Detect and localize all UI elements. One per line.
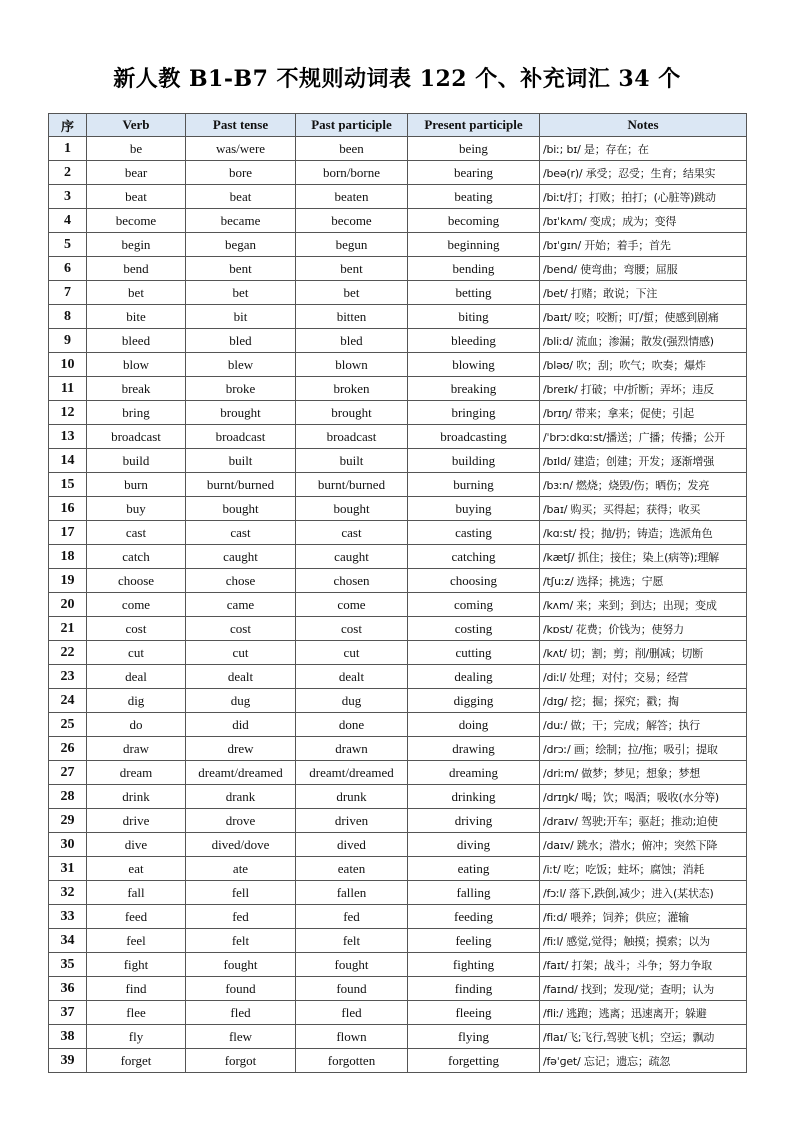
header-row xyxy=(49,114,747,137)
row-number: 27 xyxy=(49,761,87,785)
notes-cell: /bləʊ/ 吹；刮；吹气；吹奏；爆炸 xyxy=(540,353,747,377)
past-tense-cell: was/were xyxy=(186,137,296,161)
past-tense-cell: chose xyxy=(186,569,296,593)
table-row xyxy=(49,833,747,857)
past-participle-cell: flown xyxy=(296,1025,408,1049)
present-participle-cell: costing xyxy=(408,617,540,641)
row-number: 37 xyxy=(49,1001,87,1025)
present-participle-cell: drawing xyxy=(408,737,540,761)
notes-cell: /faɪnd/ 找到；发现/觉；查明；认为 xyxy=(540,977,747,1001)
row-number: 1 xyxy=(49,137,87,161)
table-row xyxy=(49,617,747,641)
notes-cell: /kʌm/ 来；来到；到达；出现；变成 xyxy=(540,593,747,617)
verb-cell: deal xyxy=(87,665,186,689)
notes-cell: /biːt/打；打败；拍打；(心脏等)跳动 xyxy=(540,185,747,209)
past-tense-cell: cost xyxy=(186,617,296,641)
verb-cell: build xyxy=(87,449,186,473)
table-row xyxy=(49,593,747,617)
row-number: 33 xyxy=(49,905,87,929)
verb-cell: drink xyxy=(87,785,186,809)
notes-cell: /bet/ 打赌；敢说；下注 xyxy=(540,281,747,305)
table-row xyxy=(49,185,747,209)
verb-cell: bring xyxy=(87,401,186,425)
present-participle-cell: broadcasting xyxy=(408,425,540,449)
past-tense-cell: blew xyxy=(186,353,296,377)
row-number: 26 xyxy=(49,737,87,761)
verb-cell: bear xyxy=(87,161,186,185)
row-number: 29 xyxy=(49,809,87,833)
row-number: 34 xyxy=(49,929,87,953)
table-row xyxy=(49,881,747,905)
present-participle-cell: catching xyxy=(408,545,540,569)
present-participle-cell: flying xyxy=(408,1025,540,1049)
past-participle-cell: broadcast xyxy=(296,425,408,449)
present-participle-cell: beginning xyxy=(408,233,540,257)
notes-cell: /drɔː/ 画；绘制；拉/拖；吸引；提取 xyxy=(540,737,747,761)
past-participle-cell: brought xyxy=(296,401,408,425)
header-past-tense: Past tense xyxy=(186,114,296,137)
row-number: 7 xyxy=(49,281,87,305)
past-participle-cell: bent xyxy=(296,257,408,281)
row-number: 38 xyxy=(49,1025,87,1049)
verb-cell: be xyxy=(87,137,186,161)
table-row xyxy=(49,857,747,881)
past-tense-cell: fought xyxy=(186,953,296,977)
past-participle-cell: eaten xyxy=(296,857,408,881)
table-row xyxy=(49,1025,747,1049)
past-participle-cell: found xyxy=(296,977,408,1001)
past-tense-cell: dreamt/dreamed xyxy=(186,761,296,785)
verb-cell: dig xyxy=(87,689,186,713)
row-number: 12 xyxy=(49,401,87,425)
row-number: 16 xyxy=(49,497,87,521)
header-number: 序 xyxy=(49,114,87,137)
past-participle-cell: been xyxy=(296,137,408,161)
past-tense-cell: beat xyxy=(186,185,296,209)
notes-cell: /bɪˈɡɪn/ 开始；着手；首先 xyxy=(540,233,747,257)
row-number: 21 xyxy=(49,617,87,641)
row-number: 31 xyxy=(49,857,87,881)
verb-cell: bite xyxy=(87,305,186,329)
notes-cell: /breɪk/ 打破；中/折断；弄坏；违反 xyxy=(540,377,747,401)
notes-cell: /beə(r)/ 承受；忍受；生育；结果实 xyxy=(540,161,747,185)
present-participle-cell: finding xyxy=(408,977,540,1001)
past-tense-cell: broadcast xyxy=(186,425,296,449)
past-participle-cell: bitten xyxy=(296,305,408,329)
row-number: 17 xyxy=(49,521,87,545)
past-tense-cell: came xyxy=(186,593,296,617)
past-participle-cell: driven xyxy=(296,809,408,833)
table-row xyxy=(49,713,747,737)
past-tense-cell: drove xyxy=(186,809,296,833)
notes-cell: /iːt/ 吃；吃饭；蛀坏；腐蚀；消耗 xyxy=(540,857,747,881)
past-participle-cell: cut xyxy=(296,641,408,665)
present-participle-cell: driving xyxy=(408,809,540,833)
row-number: 15 xyxy=(49,473,87,497)
past-tense-cell: ate xyxy=(186,857,296,881)
present-participle-cell: dreaming xyxy=(408,761,540,785)
row-number: 19 xyxy=(49,569,87,593)
row-number: 25 xyxy=(49,713,87,737)
past-participle-cell: caught xyxy=(296,545,408,569)
table-row xyxy=(49,905,747,929)
verb-cell: dream xyxy=(87,761,186,785)
table-row xyxy=(49,665,747,689)
present-participle-cell: drinking xyxy=(408,785,540,809)
table-row xyxy=(49,641,747,665)
verb-cell: break xyxy=(87,377,186,401)
notes-cell: /diːl/ 处理；对付；交易；经营 xyxy=(540,665,747,689)
row-number: 30 xyxy=(49,833,87,857)
notes-cell: /baɪt/ 咬；咬断；叮/蜇；使感到剧痛 xyxy=(540,305,747,329)
present-participle-cell: breaking xyxy=(408,377,540,401)
table-row xyxy=(49,785,747,809)
past-tense-cell: dug xyxy=(186,689,296,713)
past-participle-cell: dug xyxy=(296,689,408,713)
past-tense-cell: began xyxy=(186,233,296,257)
present-participle-cell: cutting xyxy=(408,641,540,665)
past-tense-cell: bit xyxy=(186,305,296,329)
notes-cell: /fliː/ 逃跑；逃离；迅速离开；躲避 xyxy=(540,1001,747,1025)
verb-cell: cut xyxy=(87,641,186,665)
row-number: 14 xyxy=(49,449,87,473)
verb-cell: bleed xyxy=(87,329,186,353)
past-participle-cell: forgotten xyxy=(296,1049,408,1073)
verb-cell: forget xyxy=(87,1049,186,1073)
past-participle-cell: blown xyxy=(296,353,408,377)
table-row xyxy=(49,737,747,761)
verb-cell: cost xyxy=(87,617,186,641)
notes-cell: /biː; bɪ/ 是；存在；在 xyxy=(540,137,747,161)
past-tense-cell: drew xyxy=(186,737,296,761)
row-number: 9 xyxy=(49,329,87,353)
present-participle-cell: building xyxy=(408,449,540,473)
past-participle-cell: built xyxy=(296,449,408,473)
notes-cell: /tʃuːz/ 选择；挑选；宁愿 xyxy=(540,569,747,593)
table-row xyxy=(49,761,747,785)
verb-cell: buy xyxy=(87,497,186,521)
past-tense-cell: dived/dove xyxy=(186,833,296,857)
past-participle-cell: broken xyxy=(296,377,408,401)
verb-cell: fall xyxy=(87,881,186,905)
notes-cell: /fiːl/ 感觉,觉得；触摸；摸索；以为 xyxy=(540,929,747,953)
row-number: 36 xyxy=(49,977,87,1001)
notes-cell: /fiːd/ 喂养；饲养；供应；灌输 xyxy=(540,905,747,929)
past-participle-cell: bought xyxy=(296,497,408,521)
past-participle-cell: done xyxy=(296,713,408,737)
header-verb: Verb xyxy=(87,114,186,137)
past-participle-cell: dived xyxy=(296,833,408,857)
verb-cell: fly xyxy=(87,1025,186,1049)
past-tense-cell: bet xyxy=(186,281,296,305)
present-participle-cell: bleeding xyxy=(408,329,540,353)
table-row xyxy=(49,497,747,521)
present-participle-cell: doing xyxy=(408,713,540,737)
notes-cell: /bliːd/ 流血；渗漏；散发(强烈情感) xyxy=(540,329,747,353)
past-participle-cell: fled xyxy=(296,1001,408,1025)
notes-cell: /daɪv/ 跳水；潜水；俯冲；突然下降 xyxy=(540,833,747,857)
table-row xyxy=(49,425,747,449)
notes-cell: /draɪv/ 驾驶;开车；驱赶；推动;迫使 xyxy=(540,809,747,833)
row-number: 10 xyxy=(49,353,87,377)
past-tense-cell: cast xyxy=(186,521,296,545)
table-row xyxy=(49,233,747,257)
verb-cell: find xyxy=(87,977,186,1001)
present-participle-cell: burning xyxy=(408,473,540,497)
row-number: 3 xyxy=(49,185,87,209)
present-participle-cell: falling xyxy=(408,881,540,905)
table-row xyxy=(49,257,747,281)
past-participle-cell: cost xyxy=(296,617,408,641)
past-participle-cell: born/borne xyxy=(296,161,408,185)
row-number: 11 xyxy=(49,377,87,401)
verb-cell: feel xyxy=(87,929,186,953)
verb-cell: blow xyxy=(87,353,186,377)
notes-cell: /brɪŋ/ 带来；拿来；促使；引起 xyxy=(540,401,747,425)
notes-cell: /flaɪ/飞;飞行,驾驶飞机；空运；飘动 xyxy=(540,1025,747,1049)
past-tense-cell: felt xyxy=(186,929,296,953)
row-number: 2 xyxy=(49,161,87,185)
past-tense-cell: dealt xyxy=(186,665,296,689)
present-participle-cell: being xyxy=(408,137,540,161)
irregular-verbs-table xyxy=(48,113,747,1073)
past-participle-cell: drunk xyxy=(296,785,408,809)
table-header xyxy=(49,114,747,137)
past-participle-cell: cast xyxy=(296,521,408,545)
present-participle-cell: fleeing xyxy=(408,1001,540,1025)
row-number: 6 xyxy=(49,257,87,281)
past-tense-cell: fell xyxy=(186,881,296,905)
present-participle-cell: betting xyxy=(408,281,540,305)
notes-cell: /driːm/ 做梦；梦见；想象；梦想 xyxy=(540,761,747,785)
notes-cell: /kɑːst/ 投；抛/扔；铸造；选派角色 xyxy=(540,521,747,545)
present-participle-cell: bearing xyxy=(408,161,540,185)
present-participle-cell: biting xyxy=(408,305,540,329)
verb-cell: bend xyxy=(87,257,186,281)
verb-cell: fight xyxy=(87,953,186,977)
present-participle-cell: diving xyxy=(408,833,540,857)
past-participle-cell: begun xyxy=(296,233,408,257)
row-number: 39 xyxy=(49,1049,87,1073)
verb-cell: bet xyxy=(87,281,186,305)
past-participle-cell: felt xyxy=(296,929,408,953)
past-tense-cell: forgot xyxy=(186,1049,296,1073)
verb-cell: become xyxy=(87,209,186,233)
present-participle-cell: feeling xyxy=(408,929,540,953)
present-participle-cell: bringing xyxy=(408,401,540,425)
table-row xyxy=(49,953,747,977)
table-row xyxy=(49,161,747,185)
past-participle-cell: fought xyxy=(296,953,408,977)
row-number: 8 xyxy=(49,305,87,329)
present-participle-cell: blowing xyxy=(408,353,540,377)
notes-cell: /kætʃ/ 抓住；接住；染上(病等);理解 xyxy=(540,545,747,569)
row-number: 22 xyxy=(49,641,87,665)
table-row xyxy=(49,329,747,353)
notes-cell: /baɪ/ 购买；买得起；获得；收买 xyxy=(540,497,747,521)
notes-cell: /faɪt/ 打架；战斗；斗争；努力争取 xyxy=(540,953,747,977)
present-participle-cell: eating xyxy=(408,857,540,881)
table-row xyxy=(49,929,747,953)
past-participle-cell: come xyxy=(296,593,408,617)
past-tense-cell: built xyxy=(186,449,296,473)
past-tense-cell: became xyxy=(186,209,296,233)
verb-cell: drive xyxy=(87,809,186,833)
row-number: 18 xyxy=(49,545,87,569)
row-number: 5 xyxy=(49,233,87,257)
verb-cell: cast xyxy=(87,521,186,545)
notes-cell: /kʌt/ 切；割；剪；削/删减；切断 xyxy=(540,641,747,665)
past-tense-cell: drank xyxy=(186,785,296,809)
past-tense-cell: bled xyxy=(186,329,296,353)
present-participle-cell: digging xyxy=(408,689,540,713)
present-participle-cell: fighting xyxy=(408,953,540,977)
past-participle-cell: bled xyxy=(296,329,408,353)
row-number: 35 xyxy=(49,953,87,977)
present-participle-cell: buying xyxy=(408,497,540,521)
past-participle-cell: drawn xyxy=(296,737,408,761)
table-row xyxy=(49,545,747,569)
table-row xyxy=(49,809,747,833)
verb-cell: choose xyxy=(87,569,186,593)
row-number: 4 xyxy=(49,209,87,233)
table-row xyxy=(49,137,747,161)
past-tense-cell: bought xyxy=(186,497,296,521)
notes-cell: /bɪˈkʌm/ 变成；成为；变得 xyxy=(540,209,747,233)
present-participle-cell: forgetting xyxy=(408,1049,540,1073)
verb-cell: catch xyxy=(87,545,186,569)
present-participle-cell: choosing xyxy=(408,569,540,593)
verb-cell: feed xyxy=(87,905,186,929)
verb-cell: flee xyxy=(87,1001,186,1025)
notes-cell: /bɪld/ 建造；创建；开发；逐渐增强 xyxy=(540,449,747,473)
verb-cell: broadcast xyxy=(87,425,186,449)
present-participle-cell: beating xyxy=(408,185,540,209)
present-participle-cell: feeding xyxy=(408,905,540,929)
present-participle-cell: coming xyxy=(408,593,540,617)
notes-cell: /ˈbrɔːdkɑːst/播送；广播；传播；公开 xyxy=(540,425,747,449)
notes-cell: /bend/ 使弯曲；弯腰；屈服 xyxy=(540,257,747,281)
table-row xyxy=(49,377,747,401)
past-tense-cell: bent xyxy=(186,257,296,281)
past-participle-cell: dealt xyxy=(296,665,408,689)
table-row xyxy=(49,569,747,593)
verb-cell: begin xyxy=(87,233,186,257)
table-body xyxy=(49,137,747,1073)
notes-cell: /kɒst/ 花费；价钱为；使努力 xyxy=(540,617,747,641)
table-row xyxy=(49,353,747,377)
row-number: 20 xyxy=(49,593,87,617)
past-tense-cell: found xyxy=(186,977,296,1001)
past-tense-cell: burnt/burned xyxy=(186,473,296,497)
present-participle-cell: casting xyxy=(408,521,540,545)
verb-cell: beat xyxy=(87,185,186,209)
table-row xyxy=(49,449,747,473)
page-title: 新人教 B1-B7 不规则动词表 122 个、补充词汇 34 个 xyxy=(113,66,681,92)
past-tense-cell: caught xyxy=(186,545,296,569)
table-row xyxy=(49,209,747,233)
present-participle-cell: becoming xyxy=(408,209,540,233)
past-tense-cell: fed xyxy=(186,905,296,929)
row-number: 23 xyxy=(49,665,87,689)
notes-cell: /drɪŋk/ 喝；饮；喝酒；吸收(水分等) xyxy=(540,785,747,809)
table-row xyxy=(49,281,747,305)
table-row xyxy=(49,1049,747,1073)
past-participle-cell: dreamt/dreamed xyxy=(296,761,408,785)
notes-cell: /fəˈɡet/ 忘记；遗忘；疏忽 xyxy=(540,1049,747,1073)
notes-cell: /duː/ 做；干；完成；解答；执行 xyxy=(540,713,747,737)
table-row xyxy=(49,305,747,329)
row-number: 32 xyxy=(49,881,87,905)
notes-cell: /bɜːn/ 燃烧；烧毁/伤；晒伤；发亮 xyxy=(540,473,747,497)
verb-cell: come xyxy=(87,593,186,617)
past-tense-cell: did xyxy=(186,713,296,737)
past-tense-cell: broke xyxy=(186,377,296,401)
past-participle-cell: fed xyxy=(296,905,408,929)
table-row xyxy=(49,977,747,1001)
past-tense-cell: fled xyxy=(186,1001,296,1025)
row-number: 13 xyxy=(49,425,87,449)
verb-cell: draw xyxy=(87,737,186,761)
past-participle-cell: bet xyxy=(296,281,408,305)
verb-cell: dive xyxy=(87,833,186,857)
header-present-participle: Present participle xyxy=(408,114,540,137)
present-participle-cell: bending xyxy=(408,257,540,281)
table-row xyxy=(49,473,747,497)
present-participle-cell: dealing xyxy=(408,665,540,689)
notes-cell: /fɔːl/ 落下,跌倒,减少；进入(某状态) xyxy=(540,881,747,905)
past-participle-cell: fallen xyxy=(296,881,408,905)
notes-cell: /dɪɡ/ 挖；掘；探究；戳；掏 xyxy=(540,689,747,713)
past-participle-cell: chosen xyxy=(296,569,408,593)
verb-cell: burn xyxy=(87,473,186,497)
header-past-participle: Past participle xyxy=(296,114,408,137)
past-tense-cell: brought xyxy=(186,401,296,425)
row-number: 24 xyxy=(49,689,87,713)
verb-cell: eat xyxy=(87,857,186,881)
table-row xyxy=(49,689,747,713)
past-participle-cell: become xyxy=(296,209,408,233)
row-number: 28 xyxy=(49,785,87,809)
past-tense-cell: bore xyxy=(186,161,296,185)
past-participle-cell: beaten xyxy=(296,185,408,209)
verb-cell: do xyxy=(87,713,186,737)
past-tense-cell: cut xyxy=(186,641,296,665)
table-row xyxy=(49,1001,747,1025)
past-tense-cell: flew xyxy=(186,1025,296,1049)
table-row xyxy=(49,401,747,425)
past-participle-cell: burnt/burned xyxy=(296,473,408,497)
header-notes: Notes xyxy=(540,114,747,137)
table-row xyxy=(49,521,747,545)
